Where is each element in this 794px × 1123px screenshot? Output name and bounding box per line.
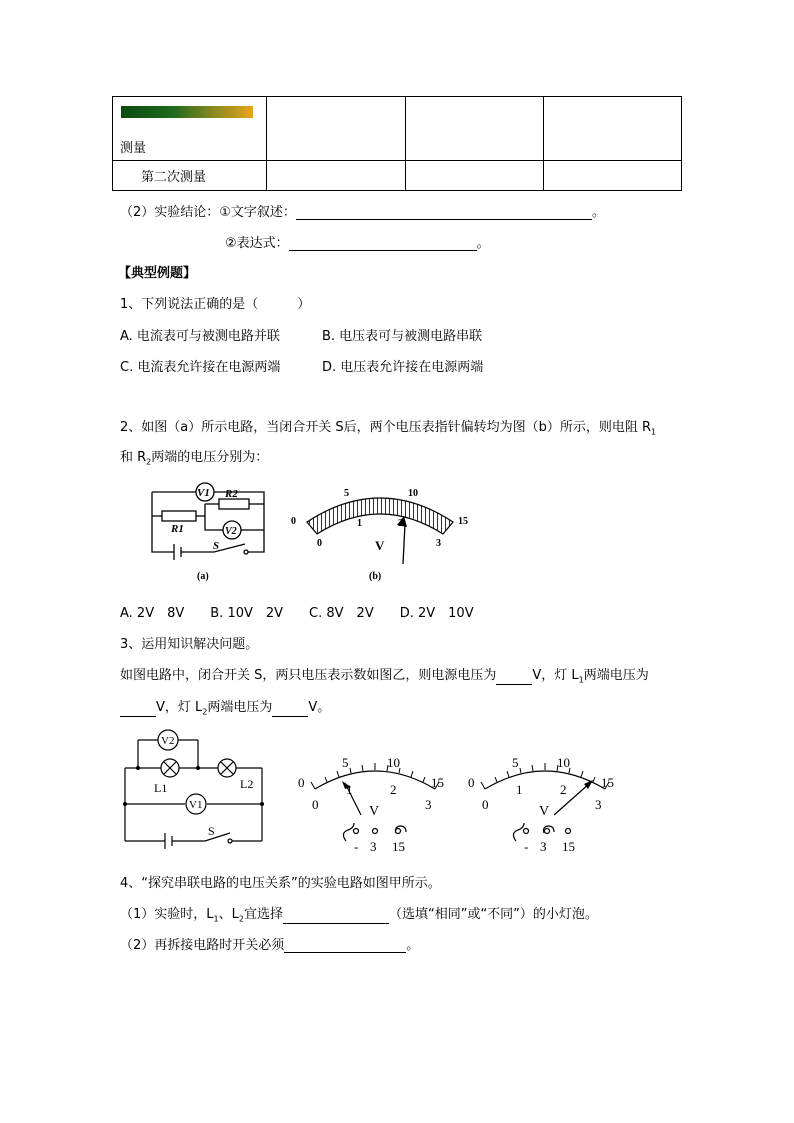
table-cell <box>267 161 405 191</box>
section-heading: 【典型例题】 <box>118 266 197 281</box>
q3-text: 两端电压为 <box>207 700 273 715</box>
table-row <box>113 161 682 191</box>
q3-line-1 <box>120 664 649 685</box>
conclusion-line-2 <box>225 232 490 251</box>
q3-stem: 3、运用知识解决问题。 <box>120 637 259 652</box>
q2-stem-text: 和 R <box>120 450 147 465</box>
scale-bottom-2: 2 <box>398 518 403 529</box>
scale-bottom-3: 3 <box>436 538 441 549</box>
q2-stem-line-2 <box>120 446 268 467</box>
scale-top-15: 15 <box>458 516 468 527</box>
scale-bottom-0: 0 <box>482 797 489 812</box>
answer-blank[interactable] <box>289 236 477 251</box>
terminal-3: 3 <box>370 839 377 854</box>
table-cell <box>267 97 405 161</box>
answer-blank[interactable] <box>284 938 406 953</box>
q4-text: 宜选择 <box>243 907 283 922</box>
answer-blank[interactable] <box>496 670 532 685</box>
q1-stem: 1、下列说法正确的是（ ） <box>120 297 311 312</box>
q4-part-2 <box>120 934 419 953</box>
answer-blank[interactable] <box>283 909 389 924</box>
scale-top-0: 0 <box>298 775 305 790</box>
answer-blank[interactable] <box>296 205 592 220</box>
q4-part-1 <box>120 903 598 924</box>
q2-stem-text: 2、如图（a）所示电路，当闭合开关 S后，两个电压表指针偏转均为图（b）所示，则电阻 R <box>120 420 652 435</box>
scale-top-15: 15 <box>601 775 614 790</box>
scale-bottom-3: 3 <box>595 797 602 812</box>
scale-bottom-0: 0 <box>312 797 319 812</box>
scale-top-0: 0 <box>291 516 296 527</box>
voltmeter-1 <box>290 745 460 855</box>
period: 。 <box>476 236 490 251</box>
scale-bottom-1: 1 <box>516 782 523 797</box>
fig-b-caption: (b) <box>369 571 382 582</box>
q1-option-d: D. 电压表允许接在电源两端 <box>322 360 484 375</box>
scale-top-5: 5 <box>342 755 349 770</box>
table-cell-label <box>113 97 267 161</box>
scale-top-0: 0 <box>468 775 475 790</box>
scale-bottom-2: 2 <box>560 782 567 797</box>
q3-text: V。 <box>308 700 331 715</box>
table-row <box>113 97 682 161</box>
terminal-15: 15 <box>392 839 405 854</box>
subscript: 1 <box>578 675 584 685</box>
scale-bottom-1: 1 <box>346 782 353 797</box>
table-cell <box>543 97 681 161</box>
l1-label: L1 <box>154 781 168 795</box>
circuit-diagram-q3 <box>120 724 270 854</box>
switch-label: S <box>208 824 215 838</box>
q3-text: V，灯 L <box>156 700 203 715</box>
table-cell <box>405 161 543 191</box>
unit-v: V <box>539 804 550 819</box>
circuit-diagram-a <box>145 480 270 585</box>
l2-label: L2 <box>240 777 254 791</box>
scale-top-10: 10 <box>557 755 570 770</box>
terminal-15: 15 <box>562 839 575 854</box>
period: 。 <box>591 205 605 220</box>
q3-text: 两端电压为 <box>583 668 649 683</box>
q4-text: （2）再拆接电路时开关必须 <box>120 938 285 953</box>
conclusion-line-1 <box>120 201 605 220</box>
q3-line-2 <box>120 696 330 717</box>
scale-bottom-3: 3 <box>425 797 432 812</box>
q3-text: V，灯 L <box>532 668 579 683</box>
answer-blank[interactable] <box>272 702 308 717</box>
voltmeter-dial-b <box>285 480 485 585</box>
scale-top-5: 5 <box>512 755 519 770</box>
terminal-3: 3 <box>540 839 547 854</box>
scale-bottom-0: 0 <box>317 538 322 549</box>
terminal-neg: - <box>354 839 359 854</box>
subscript: 2 <box>146 457 152 467</box>
subscript: 2 <box>238 914 244 924</box>
subscript: 1 <box>651 427 657 437</box>
voltmeter-2 <box>460 745 630 855</box>
r1-label: R1 <box>171 523 184 535</box>
q4-text: （1）实验时，L <box>120 907 214 922</box>
row-label: 测量 <box>120 141 147 156</box>
measurement-table <box>112 96 682 191</box>
q1-option-c: C. 电流表允许接在电源两端 <box>120 360 281 375</box>
q2-stem-line-1 <box>120 416 656 437</box>
unit-v: V <box>369 804 380 819</box>
terminal-neg: - <box>524 839 529 854</box>
q2-options: A. 2V 8V B. 10V 2V C. 8V 2V D. 2V 10V <box>120 606 474 621</box>
q4-text: （选填“相同”或“不同”）的小灯泡。 <box>388 907 598 922</box>
gradient-bar-image <box>121 106 253 118</box>
fig-a-caption: (a) <box>197 571 209 582</box>
table-cell <box>405 97 543 161</box>
scale-bottom-2: 2 <box>390 782 397 797</box>
subscript: 1 <box>213 914 219 924</box>
period: 。 <box>406 938 420 953</box>
scale-top-10: 10 <box>387 755 400 770</box>
q4-stem: 4、“探究串联电路的电压关系”的实验电路如图甲所示。 <box>120 876 441 891</box>
v2-label: V2 <box>161 735 175 747</box>
conclusion-text: （2）实验结论：①文字叙述： <box>120 205 296 220</box>
q1-option-b: B. 电压表可与被测电路串联 <box>322 329 483 344</box>
scale-top-15: 15 <box>431 775 444 790</box>
subscript: 2 <box>202 707 208 717</box>
expression-label: ②表达式： <box>225 236 289 251</box>
q4-text: 、L <box>218 907 239 922</box>
q1-option-a: A. 电流表可与被测电路并联 <box>120 329 280 344</box>
q2-stem-text: 两端的电压分别为： <box>151 450 269 465</box>
v2-label: V2 <box>225 526 237 537</box>
v1-label: V1 <box>189 799 203 811</box>
r2-label: R2 <box>225 488 238 500</box>
scale-bottom-1: 1 <box>357 518 362 529</box>
unit-v: V <box>375 538 385 553</box>
row-label: 第二次测量 <box>113 161 267 191</box>
answer-blank[interactable] <box>120 702 156 717</box>
table-cell <box>543 161 681 191</box>
v1-label: V1 <box>197 487 210 499</box>
switch-label: S <box>213 540 220 552</box>
scale-top-5: 5 <box>344 488 349 499</box>
q3-text: 如图电路中，闭合开关 S，两只电压表示数如图乙，则电源电压为 <box>120 668 497 683</box>
scale-top-10: 10 <box>408 488 418 499</box>
